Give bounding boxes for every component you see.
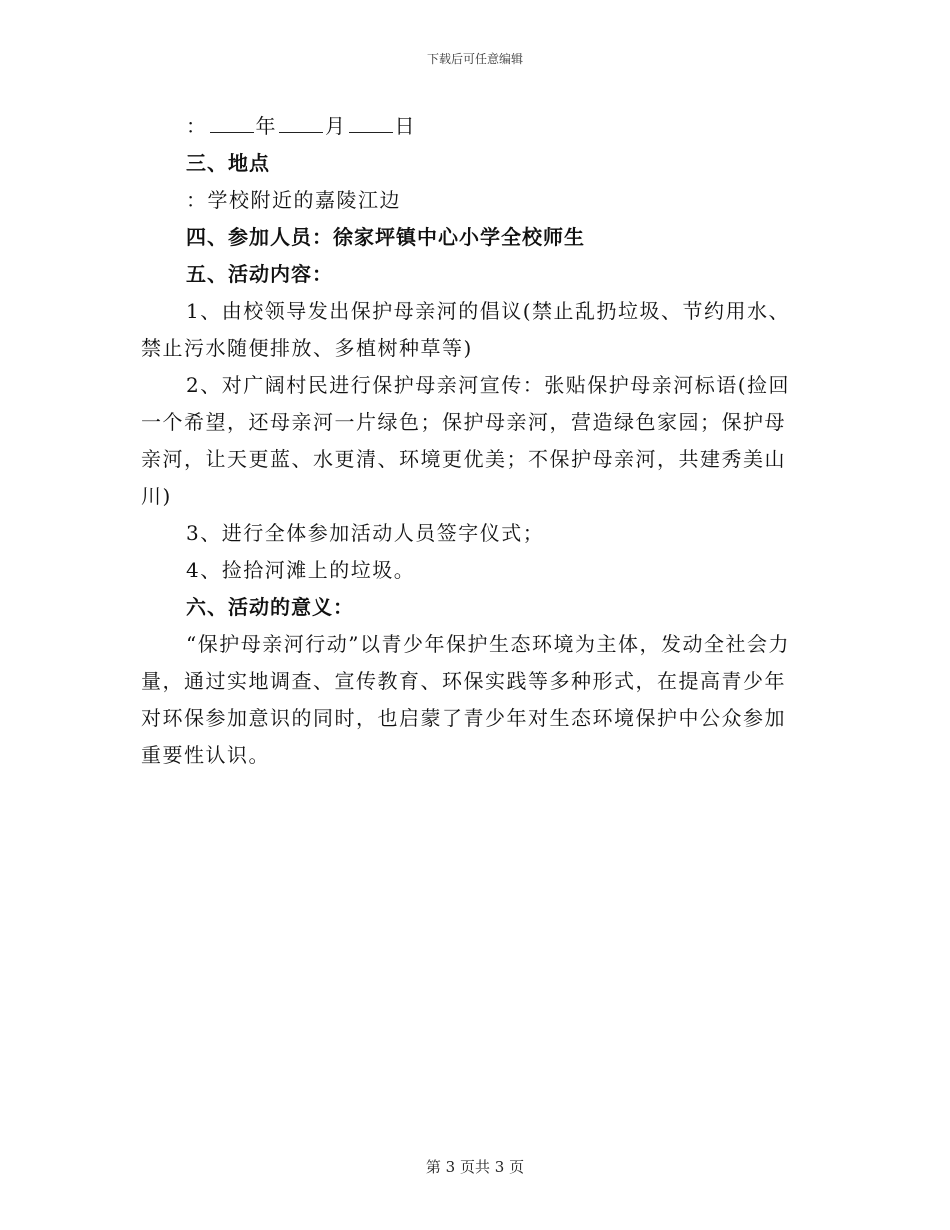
activity-item-1: 1、由校领导发出保护母亲河的倡议(禁止乱扔垃圾、节约用水、禁止污水随便排放、多植树种草等) [141, 299, 791, 360]
activity-item-4: 4、捡拾河滩上的垃圾。 [186, 558, 416, 582]
month-label: 月 [325, 114, 347, 138]
date-prefix: ： [186, 114, 208, 138]
section-4-heading: 四、参加人员：徐家坪镇中心小学全校师生 [186, 225, 585, 249]
day-label: 日 [394, 114, 416, 138]
document-body [141, 108, 801, 774]
month-blank [279, 112, 323, 133]
section-6-heading: 六、活动的意义： [186, 595, 354, 619]
section-6-text: “保护母亲河行动”以青少年保护生态环境为主体，发动全社会力量，通过实地调查、宣传教育、环保实践等多种形式，在提高青少年对环保参加意识的同时，也启蒙了青少年对生态环境保护中公众参加重要性认识。 [141, 632, 790, 767]
page-header-note: 下载后可任意编辑 [426, 52, 523, 66]
year-blank [210, 112, 254, 133]
section-5-heading: 五、活动内容： [186, 262, 333, 286]
page-footer-number: 第 3 页共 3 页 [425, 1158, 525, 1176]
section-3-text: ：学校附近的嘉陵江边 [186, 188, 401, 212]
year-label: 年 [255, 114, 277, 138]
section-3-heading: 三、地点 [186, 151, 270, 175]
day-blank [349, 112, 393, 133]
activity-item-2: 2、对广阔村民进行保护母亲河宣传：张贴保护母亲河标语(捡回一个希望，还母亲河一片绿色；保护母亲河，营造绿色家园；保护母亲河，让天更蓝、水更清、环境更优美；不保护母亲河，共建秀美山川) [141, 373, 791, 508]
date-line [141, 108, 801, 145]
activity-item-3: 3、进行全体参加活动人员签字仪式； [186, 521, 545, 545]
